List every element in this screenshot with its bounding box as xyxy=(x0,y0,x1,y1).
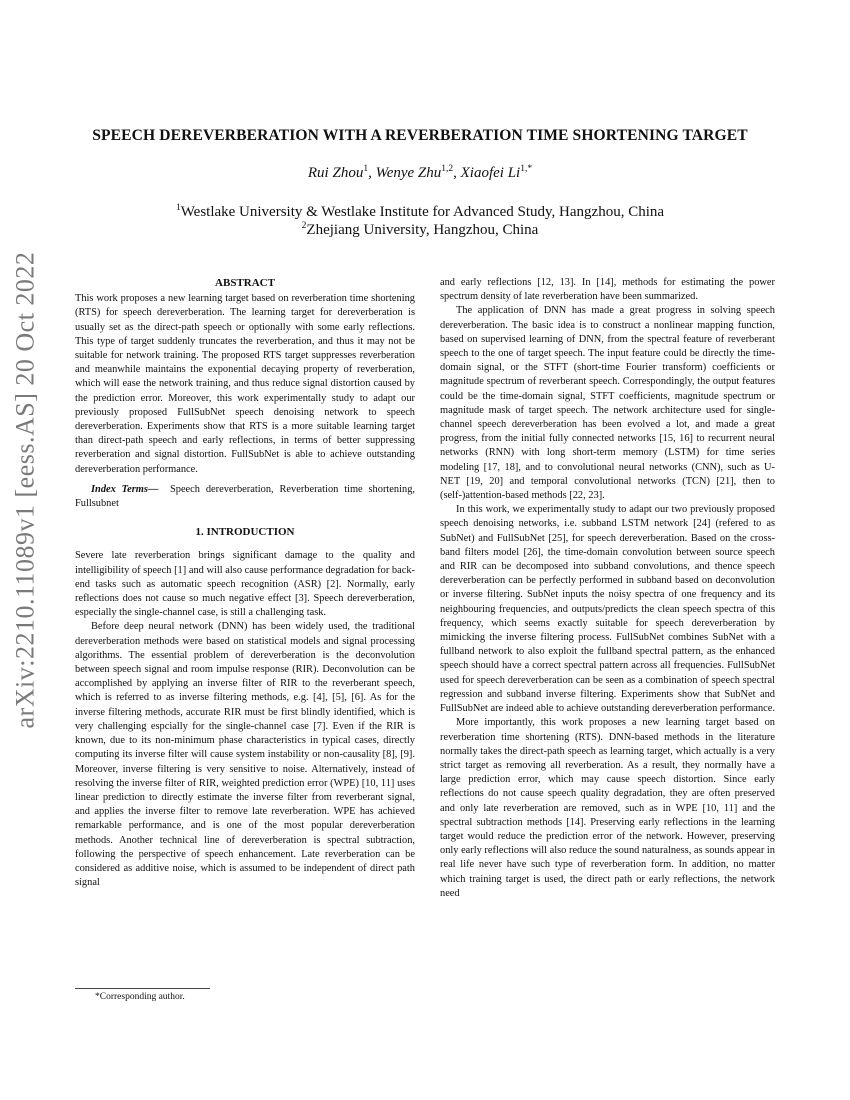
affiliation-text: Westlake University & Westlake Institute for Advanced Study, Hangzhou, China xyxy=(180,204,665,220)
author-separator: , xyxy=(453,165,461,181)
author-list xyxy=(80,165,760,182)
footnote: *Corresponding author. xyxy=(95,992,185,1002)
affiliation-line xyxy=(80,204,760,221)
author-affil-mark: 1,* xyxy=(520,164,533,174)
author-name: Wenye Zhu xyxy=(375,165,442,181)
author-affil-mark: 1 xyxy=(363,164,369,174)
body-paragraph: and early reflections [12, 13]. In [14], methods for estimating the power spectrum density of late reverberation have been summarized. xyxy=(440,277,775,303)
right-column xyxy=(440,276,775,901)
abstract-heading: ABSTRACT xyxy=(215,277,275,289)
abstract-body: This work proposes a new learning target based on reverberation time shortening (RTS) for speech dereverberation. The learning target for dereverberation is usually set as the direct-path speech or optionally with some early reflections. This type of target suddenly truncates the reverberation, and thus it may not be suitable for network training. The proposed RTS target suppresses reverberation and meanwhile maintains the exponential decaying property of reverberation, which will ease the network training, and thus reduce signal distortion caused by the prediction error. Moreover, this work experimentally study to adapt our previously proposed FullSubNet speech denoising network to speech dereverberation. Experiments show that RTS is a more suitable learning target than direct-path speech and early reflections, in terms of better suppressing reverberation and signal distortion. FullSubNet is able to achieve outstanding dereverberation performance. xyxy=(75,293,415,475)
index-terms xyxy=(75,483,415,511)
footnote-rule xyxy=(75,988,210,989)
author-affil-mark: 1,2 xyxy=(441,164,454,174)
affiliation-mark: 2 xyxy=(301,221,307,231)
author-name: Xiaofei Li xyxy=(460,165,521,181)
intro-paragraph: Severe late reverberation brings significant damage to the quality and intelligibility of speech [1] and will also cause performance degradation for back-end tasks such as automatic speech recognition (ASR) [2]. Normally, early reflections does not cause so much negative effect [3]. Speech dereverberation, especially the single-channel case, is still a challenging task. xyxy=(75,550,415,619)
paper-title: SPEECH DEREVERBERATION WITH A REVERBERATION TIME SHORTENING TARGET xyxy=(92,127,748,144)
intro-paragraph: Before deep neural network (DNN) has been widely used, the traditional dereverberation methods were based on statistical models and signal processing algorithms. The essential problem of dereverberation is the deconvolution between speech signal and room impulse response (RIR). Deconvolution can be accomplished by applying an inverse filter of RIR to the reverberant speech, which is referred to as inverse filtering methods, e.g. [4], [5], [6]. As for the inverse filtering methods, accurate RIR must be first blindly identified, which is very challenging espcially for the single-channel case [7]. Even if the RIR is known, due to its non-minimum phase characteristics in typical cases, directly computing its inverse filter will cause system instability or non-causality [8], [9]. Moreover, inverse filtering is very sensitive to noise. Alternatively, instead of resolving the inverse filter of RIR, weighted prediction error (WPE) [10, 11] uses linear prediction to directly estimate the inverse filter from reverberant signal, and applies the inverse filter to remove late reverberation. WPE has achieved remarkable performance, and is one of the most popular dereverberation methods. Another technical line of dereverberation is spectral subtraction, following the perspective of speech enhancement. Late reverberation can be considered as additive noise, which is assumed to be independent of direct path signal xyxy=(75,621,415,889)
author-name: Rui Zhou xyxy=(307,165,364,181)
index-terms-text: Speech dereverberation, Reverberation time shortening, Fullsubnet xyxy=(75,483,415,510)
section-heading-introduction: 1. INTRODUCTION xyxy=(195,526,295,539)
affiliation-text: Zhejiang University, Hangzhou, China xyxy=(306,222,539,238)
affiliation-line xyxy=(80,222,760,239)
body-paragraph: More importantly, this work proposes a new learning target based on reverberation time shortening (RTS). DNN-based methods in the literature normally takes the direct-path speech as learning target, which actually is a very strict target as removing all reverberation. As a result, they normally have a large prediction error, which may cause speech distortion. Since early reflections do not cause speech quality degradation, they are often preserved and only late reverberation are removed, such as in WPE [10, 11] and the spectral subtraction methods [14]. Preserving early reflections in the learning target would reduce the prediction error of the network. However, preserving only early reflections will also reduce the sound naturalness, as sounds appear in real life never have such type of reverberation form. In addition, no matter which training target is used, the direct path or early reflections, the network need xyxy=(440,717,776,899)
body-paragraph: In this work, we experimentally study to adapt our two previously proposed speech denoising networks, i.e. subband LSTM network [24] (refered to as SubNet) and FullSubNet [25], for speech dereverberation. Based on the cross-band filters model [26], the time-domain convolution between source speech and RIR can be decomposed into subband convolutions, and thence speech dereverberation can be perfectly performed in subband based on deconvolution or inverse filtering. SubNet inputs the noisy spectra of one frequency and its neighbouring frequencies, and outputs/predicts the clean speech spectra of this frequency, which seems exactly suitable for speech dereverberation by mimicking the inverse filtering process. FullSubNet combines SubNet with a fullband network to also exploit the fullband spectral pattern, as the enhanced speech should have a correct spectral pattern across all frequencies. FullSubNet used for speech dereverberation can be seen as a combination of speech spectral regression and subband inverse filtering. Experiments show that SubNet and FullSubNet are indeed able to achieve outstanding dereverberation performance. xyxy=(440,504,775,715)
author-separator: , xyxy=(368,165,376,181)
arxiv-identifier-text: arXiv:2210.11089v1 [eess.AS] 20 Oct 2022 xyxy=(10,251,39,729)
left-column xyxy=(75,276,415,890)
arxiv-identifier xyxy=(2,251,48,729)
body-paragraph: The application of DNN has made a great progress in solving speech dereverberation. The basic idea is to construct a nonlinear mapping function, based on supervised learning of DNN, from the spectral feature of reverberant speech to the one of target speech. The input feature could be directly the time-domain signal, or the STFT (short-time Fourier transform) coefficients or magnitude spectrum of reverberant speech. Correspondingly, the output features could be the time-domain signal, STFT coefficients, magnitude spectrum or magnitude mask of target speech. The network architecture used for single-channel speech dereverberation has been evolved a lot, and made a great progress, from the initial fully connected networks [15, 16] to recurrent neural networks (RNN) with long short-term memory (LSTM) for time series modeling [17, 18], and to convolutional neural networks (CNN), such as U-NET [19, 20] and temporal convolutional networks (TCN) [21], then to (self-)attention-based methods [22, 23]. xyxy=(440,305,775,502)
affiliation-mark: 1 xyxy=(175,203,181,213)
index-terms-label: Index Terms— xyxy=(91,483,159,495)
